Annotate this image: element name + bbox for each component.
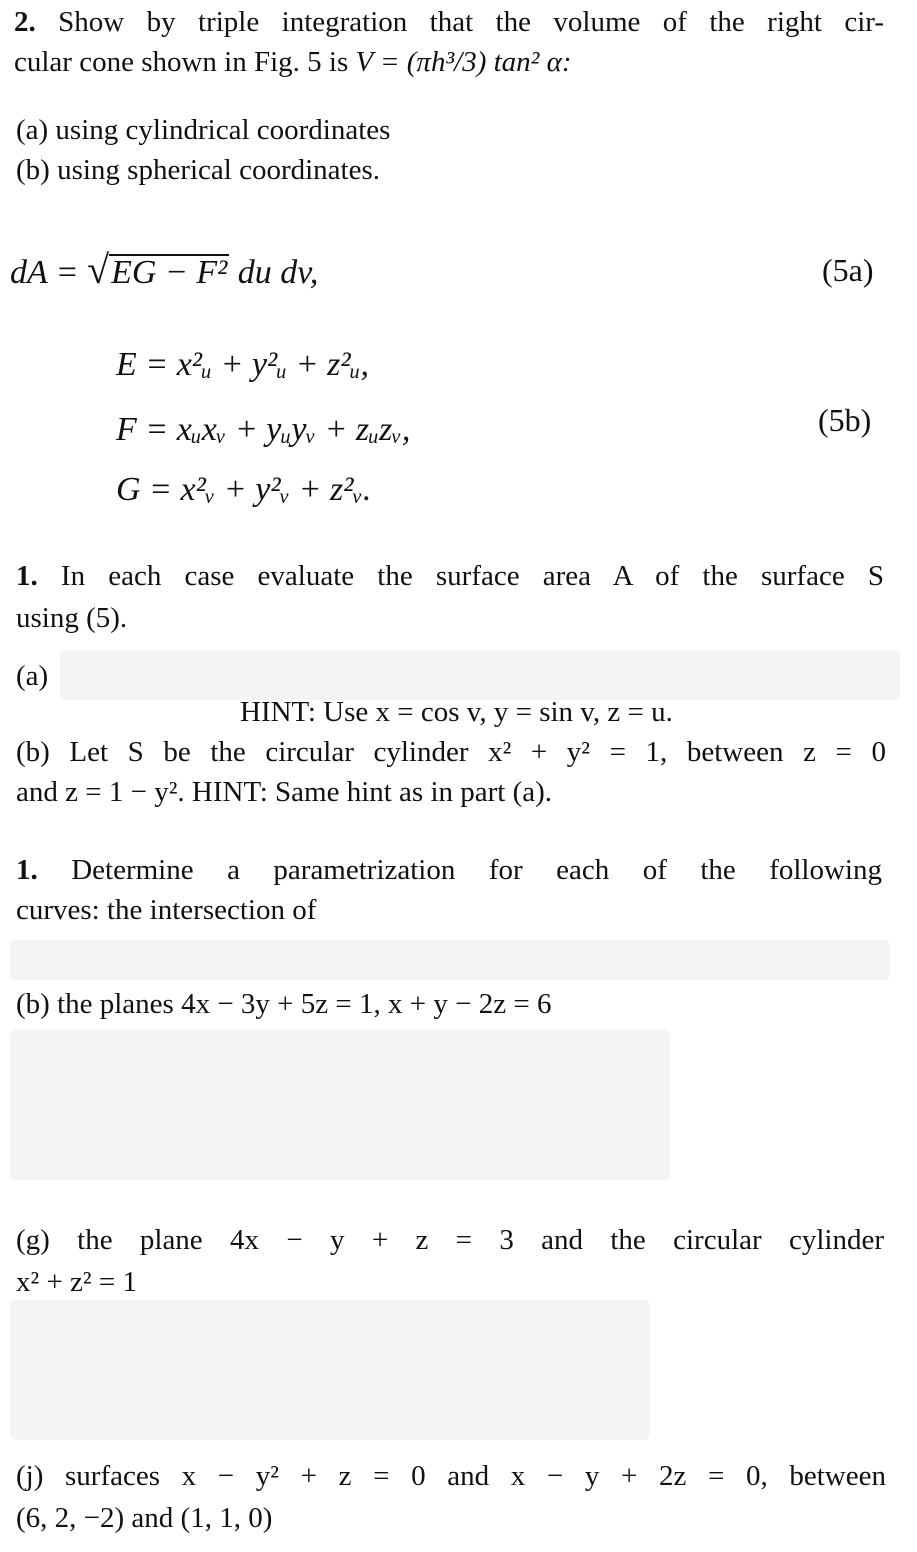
problem2-number: 2. bbox=[14, 6, 36, 38]
problem2-text-line1: Show by triple integration that the volume of the right cir- bbox=[58, 6, 884, 38]
equation-5a bbox=[10, 247, 319, 293]
surface-problem-line2: using (5). bbox=[16, 602, 128, 634]
cone-volume-formula: V = (πh³/3) tan² α: bbox=[355, 46, 572, 78]
problem2-text-line2: cular cone shown in Fig. 5 is bbox=[14, 46, 356, 78]
param-part-b: (b) the planes 4x − 3y + 5z = 1, x + y − 2z = 6 bbox=[16, 988, 552, 1020]
param-problem-line1 bbox=[16, 850, 882, 890]
param-problem-text-line1: Determine a parametrization for each of the following bbox=[71, 854, 882, 886]
surface-problem-text-line1: In each case evaluate the surface area A of the surface S bbox=[60, 560, 884, 592]
erased-region bbox=[10, 1030, 670, 1180]
problem2-line1 bbox=[14, 2, 884, 42]
surface-part-a: (a) bbox=[16, 660, 49, 692]
surface-part-b-line2: and z = 1 − y². HINT: Same hint as in part (a). bbox=[16, 776, 553, 808]
erased-region bbox=[10, 1300, 650, 1440]
problem2-line2 bbox=[14, 42, 572, 82]
surface-part-b-line1: (b) Let S be the circular cylinder x² + y² = 1, between z = 0 bbox=[16, 736, 886, 768]
surface-hint: HINT: Use x = cos v, y = sin v, z = u. bbox=[240, 696, 673, 728]
param-problem-line2: curves: the intersection of bbox=[16, 894, 317, 926]
eq5a-lhs: dA = bbox=[10, 254, 88, 291]
equation-5b-label: (5b) bbox=[818, 402, 872, 438]
param-part-g-line1: (g) the plane 4x − y + z = 3 and the circular cylinder bbox=[16, 1224, 884, 1256]
surface-problem-number: 1. bbox=[16, 560, 38, 592]
param-part-j-line2: (6, 2, −2) and (1, 1, 0) bbox=[16, 1502, 273, 1534]
eq5a-radicand: EG − F² bbox=[111, 254, 228, 291]
equation-5a-label: (5a) bbox=[822, 252, 874, 288]
surface-problem-line1 bbox=[16, 556, 884, 596]
param-part-j-line1: (j) surfaces x − y² + z = 0 and x − y + 2z = 0, between bbox=[16, 1460, 886, 1492]
problem2-part-a: (a) using cylindrical coordinates bbox=[16, 114, 391, 146]
radical-sign: √ bbox=[87, 247, 110, 292]
equation-5b-F: F = xᵤxᵥ + yᵤyᵥ + zᵤzᵥ, bbox=[116, 411, 411, 448]
param-part-g-line2: x² + z² = 1 bbox=[16, 1266, 137, 1298]
param-problem-number: 1. bbox=[16, 854, 38, 886]
erased-region bbox=[10, 940, 890, 980]
equation-5b-E: E = x²ᵤ + y²ᵤ + z²ᵤ, bbox=[116, 346, 369, 383]
eq5a-rhs: du dv, bbox=[229, 254, 319, 291]
problem2-part-b: (b) using spherical coordinates. bbox=[16, 154, 381, 186]
equation-5b-G: G = x²ᵥ + y²ᵥ + z²ᵥ. bbox=[116, 471, 372, 508]
